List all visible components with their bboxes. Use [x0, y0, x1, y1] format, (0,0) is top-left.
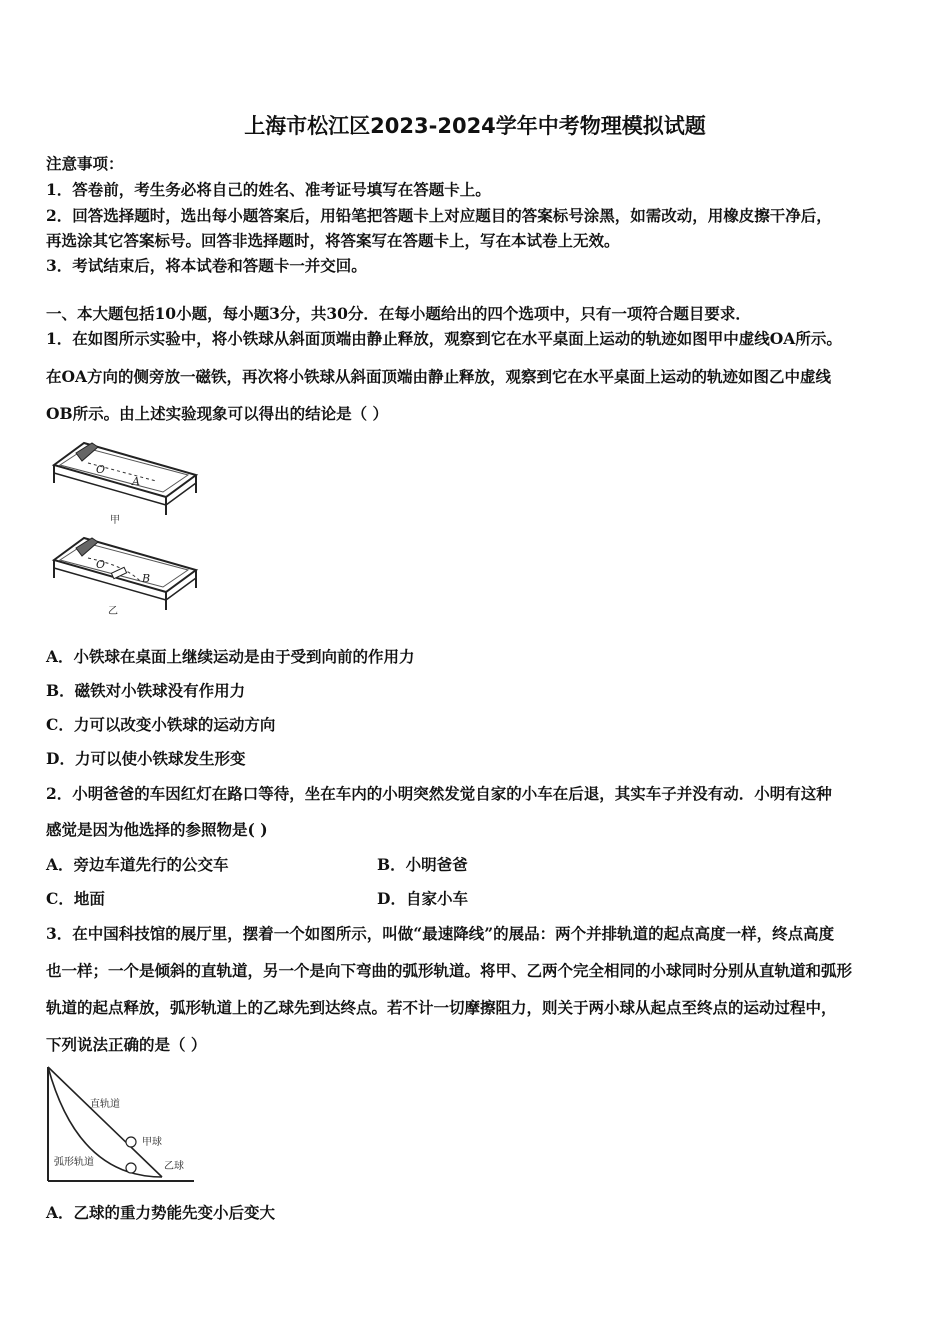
question-text: 3．在中国科技馆的展厅里，摆着一个如图所示，叫做“最速降线”的展品：两个并排轨道的起点高度一样，终点高度: [46, 924, 835, 943]
label-straight-track: 直轨道: [90, 1099, 120, 1110]
option-d: D．力可以使小铁球发生形变: [46, 749, 246, 768]
option-c: C．地面: [46, 889, 105, 908]
notice-item: 3．考试结束后，将本试卷和答题卡一并交回。: [46, 256, 367, 275]
ball-jia-icon: [126, 1137, 136, 1147]
notice-item: 1．答卷前，考生务必将自己的姓名、准考证号填写在答题卡上。: [46, 180, 491, 199]
option-c: C．力可以改变小铁球的运动方向: [46, 715, 276, 734]
fig-label-b: B: [142, 572, 151, 585]
fig-label-a: A: [132, 475, 140, 488]
question-text: 也一样；一个是倾斜的直轨道，另一个是向下弯曲的弧形轨道。将甲、乙两个完全相同的小球同时分别从直轨道和弧形: [46, 961, 853, 980]
q3-figure-svg: [46, 1065, 196, 1185]
question-text: 1．在如图所示实验中，将小铁球从斜面顶端由静止释放，观察到它在水平桌面上运动的轨迹如图甲中虚线OA所示。: [46, 329, 842, 348]
option-b: B．小明爸爸: [377, 855, 468, 874]
fig-label-o: O: [96, 463, 106, 476]
question-text: OB所示。由上述实验现象可以得出的结论是（ ）: [46, 404, 389, 423]
q1-figure: [46, 435, 206, 615]
fig-label-o: O: [96, 558, 106, 571]
question-text: 下列说法正确的是（ ）: [46, 1035, 207, 1054]
label-ball-yi: 乙球: [164, 1161, 184, 1172]
question-text: 感觉是因为他选择的参照物是( ): [46, 820, 268, 839]
q3-figure: [46, 1065, 196, 1185]
notice-item: 再选涂其它答案标号。回答非选择题时，将答案写在答题卡上，写在本试卷上无效。: [46, 231, 620, 250]
notice-heading: 注意事项：: [46, 154, 124, 173]
option-a: A．乙球的重力势能先变小后变大: [46, 1203, 276, 1222]
q1-figure-svg: [46, 435, 206, 615]
option-a: A．小铁球在桌面上继续运动是由于受到向前的作用力: [46, 647, 415, 666]
option-a: A．旁边车道先行的公交车: [46, 855, 229, 874]
question-text: 在OA方向的侧旁放一磁铁，再次将小铁球从斜面顶端由静止释放，观察到它在水平桌面上运动的轨迹如图乙中虚线: [46, 367, 832, 386]
question-text: 2．小明爸爸的车因红灯在路口等待，坐在车内的小明突然发觉自家的小车在后退，其实车子并没有动．小明有这种: [46, 784, 832, 803]
page-title: 上海市松江区2023-2024学年中考物理模拟试题: [244, 114, 706, 138]
question-text: 轨道的起点释放，弧形轨道上的乙球先到达终点。若不计一切摩擦阻力，则关于两小球从起点至终点的运动过程中，: [46, 998, 837, 1017]
option-b: B．磁铁对小铁球没有作用力: [46, 681, 246, 700]
ball-yi-icon: [126, 1163, 136, 1173]
table-top-diagram: [54, 443, 196, 526]
fig-caption-jia: 甲: [110, 515, 120, 526]
option-d: D．自家小车: [377, 889, 468, 908]
table-bottom-diagram: [54, 538, 196, 615]
fig-caption-yi: 乙: [108, 606, 118, 615]
label-ball-jia: 甲球: [142, 1137, 162, 1148]
notice-item: 2．回答选择题时，选出每小题答案后，用铅笔把答题卡上对应题目的答案标号涂黑，如需改动，用橡皮擦干净后，: [46, 206, 832, 225]
section-heading: 一、本大题包括10小题，每小题3分，共30分．在每小题给出的四个选项中，只有一项符合题目要求．: [46, 304, 751, 323]
label-curved-track: 弧形轨道: [54, 1157, 94, 1168]
